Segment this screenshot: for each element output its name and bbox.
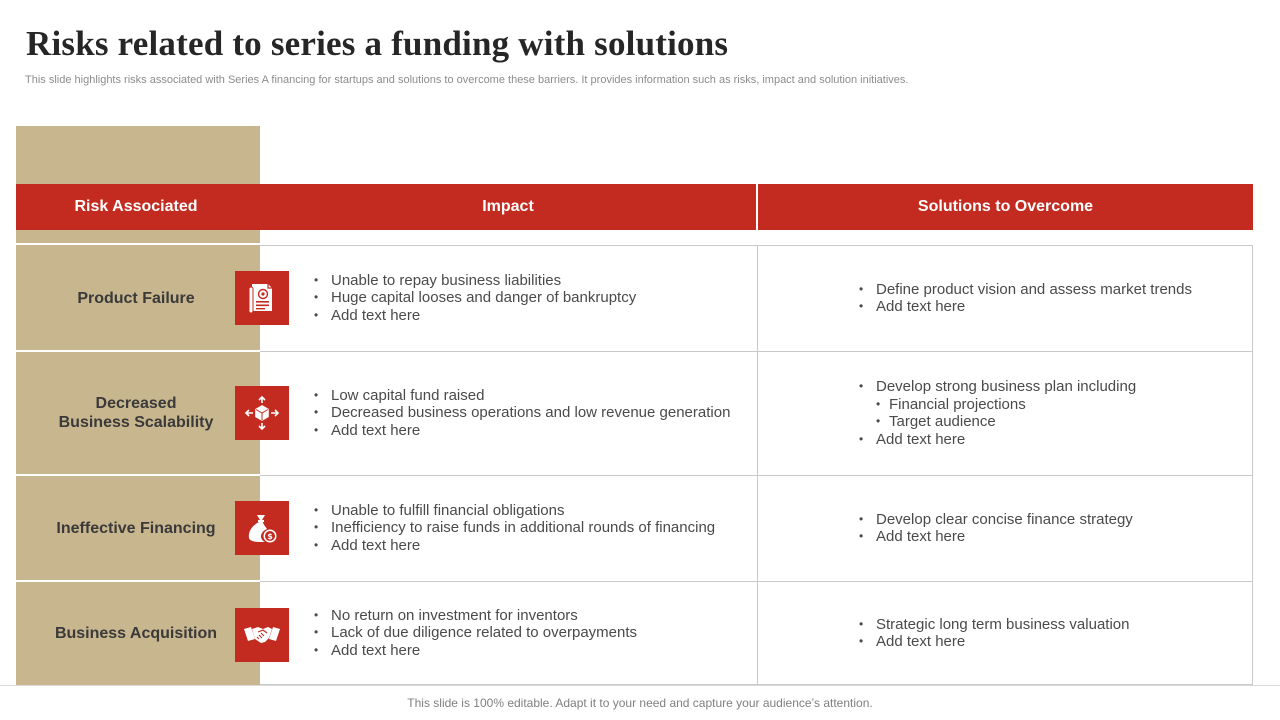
document-certificate-icon bbox=[235, 271, 289, 325]
list-item: • Add text here bbox=[312, 642, 637, 660]
list-item: • Low capital fund raised bbox=[312, 387, 730, 405]
list-item: • Strategic long term business valuation bbox=[857, 616, 1129, 634]
list-item: • Add text here bbox=[312, 537, 715, 555]
list-item: • Inefficiency to raise funds in additional rounds of financing bbox=[312, 519, 715, 537]
scale-arrows-cube-icon bbox=[235, 386, 289, 440]
header-impact: Impact bbox=[482, 198, 534, 215]
money-bag-icon bbox=[235, 501, 289, 555]
list-item: • Add text here bbox=[857, 633, 1129, 651]
page-title: Risks related to series a funding with solutions bbox=[26, 24, 729, 63]
solutions-cell bbox=[857, 582, 1247, 684]
table-header bbox=[16, 184, 1253, 230]
solutions-cell bbox=[857, 246, 1247, 350]
list-item: • Decreased business operations and low revenue generation bbox=[312, 404, 730, 422]
solutions-cell bbox=[857, 352, 1247, 474]
list-item: • No return on investment for inventors bbox=[312, 607, 637, 625]
list-item: • Add text here bbox=[312, 307, 636, 325]
impact-cell bbox=[312, 246, 752, 350]
list-item: • Develop strong business plan including bbox=[857, 378, 1136, 396]
risk-label-ineffective-financing: Ineffective Financing bbox=[56, 519, 216, 537]
list-item: • Add text here bbox=[857, 528, 1133, 546]
list-item: • Lack of due diligence related to overpayments bbox=[312, 624, 637, 642]
list-item: • Unable to repay business liabilities bbox=[312, 272, 636, 290]
risk-label-decreased-business-scalability: Decreased Business Scalability bbox=[58, 395, 214, 431]
list-item: • Add text here bbox=[857, 298, 1192, 316]
risk-separator bbox=[16, 243, 260, 245]
header-solutions: Solutions to Overcome bbox=[917, 198, 1094, 215]
risk-label-business-acquisition: Business Acquisition bbox=[54, 624, 218, 642]
page-subtitle: This slide highlights risks associated with Series A financing for startups and solutions to overcome these barriers. It provides information such as risks, impact and solution initiatives. bbox=[25, 74, 909, 86]
list-item: • Add text here bbox=[312, 422, 730, 440]
list-item: • Develop clear concise finance strategy bbox=[857, 511, 1133, 529]
impact-cell bbox=[312, 582, 752, 684]
header-risk: Risk Associated bbox=[74, 198, 198, 215]
list-item: • Huge capital looses and danger of bankruptcy bbox=[312, 289, 636, 307]
column-divider bbox=[757, 245, 758, 685]
handshake-icon bbox=[235, 608, 289, 662]
impact-cell bbox=[312, 352, 752, 474]
list-subitem: • Financial projections bbox=[857, 396, 1136, 414]
footer-divider bbox=[0, 685, 1280, 686]
risk-label-product-failure: Product Failure bbox=[77, 289, 195, 307]
list-item: • Add text here bbox=[857, 431, 1136, 449]
footer-note: This slide is 100% editable. Adapt it to your need and capture your audience’s attention. bbox=[407, 696, 873, 710]
solutions-cell bbox=[857, 476, 1247, 580]
list-item: • Define product vision and assess market trends bbox=[857, 281, 1192, 299]
list-item: • Unable to fulfill financial obligations bbox=[312, 502, 715, 520]
svg-text:$: $ bbox=[267, 532, 273, 541]
impact-cell bbox=[312, 476, 752, 580]
list-subitem: • Target audience bbox=[857, 413, 1136, 431]
